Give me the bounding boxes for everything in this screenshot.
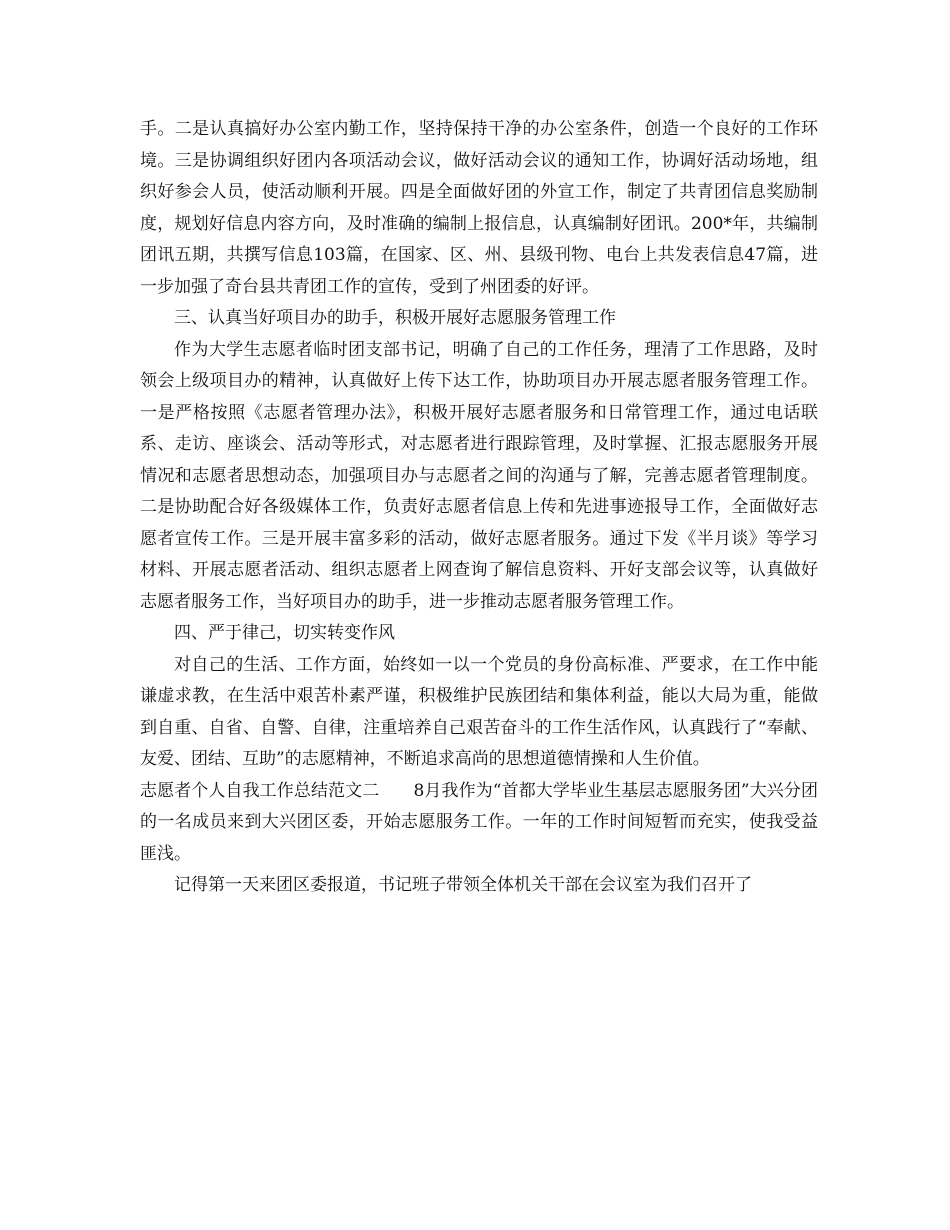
document-body	[140, 114, 818, 902]
paragraph-sample-two-intro: 志愿者个人自我工作总结范文二 8月我作为“首都大学毕业生基层志愿服务团”大兴分团的一名成员来到大兴团区委，开始志愿服务工作。一年的工作时间短暂而充实，使我受益匪浅。	[140, 780, 818, 864]
paragraph-section-four: 对自己的生活、工作方面，始终如一以一个党员的身份高标准、严要求，在工作中能谦虚求教，在生活中艰苦朴素严谨，积极维护民族团结和集体利益，能以大局为重，能做到自重、自省、自警、自律，注重培养自己艰苦奋斗的工作生活作风，认真践行了“奉献、友爱、团结、互助”的志愿精神，不断追求高尚的思想道德情操和人生价值。	[140, 654, 818, 769]
section-heading-four: 四、严于律己，切实转变作风	[174, 623, 395, 643]
section-heading-three: 三、认真当好项目办的助手，积极开展好志愿服务管理工作	[174, 308, 616, 328]
paragraph-section-three: 作为大学生志愿者临时团支部书记，明确了自己的工作任务，理清了工作思路，及时领会上级项目办的精神，认真做好上传下达工作，协助项目办开展志愿者服务管理工作。一是严格按照《志愿者管理办法》，积极开展好志愿者服务和日常管理工作，通过电话联系、走访、座谈会、活动等形式，对志愿者进行跟踪管理，及时掌握、汇报志愿服务开展情况和志愿者思想动态，加强项目办与志愿者之间的沟通与了解，完善志愿者管理制度。二是协助配合好各级媒体工作，负责好志愿者信息上传和先进事迹报导工作，全面做好志愿者宣传工作。三是开展丰富多彩的活动，做好志愿者服务。通过下发《半月谈》等学习材料、开展志愿者活动、组织志愿者上网查询了解信息资料、开好支部会议等，认真做好志愿者服务工作，当好项目办的助手，进一步推动志愿者服务管理工作。	[140, 339, 818, 612]
paragraph-continuation: 手。二是认真搞好办公室内勤工作，坚持保持干净的办公室条件，创造一个良好的工作环境。三是协调组织好团内各项活动会议，做好活动会议的通知工作，协调好活动场地，组织好参会人员，使活动顺利开展。四是全面做好团的外宣工作，制定了共青团信息奖励制度，规划好信息内容方向，及时准确的编制上报信息，认真编制好团讯。200*年，共编制团讯五期，共撰写信息103篇，在国家、区、州、县级刊物、电台上共发表信息47篇，进一步加强了奇台县共青团工作的宣传，受到了州团委的好评。	[140, 119, 818, 297]
paragraph-first-day: 记得第一天来团区委报道，书记班子带领全体机关干部在会议室为我们召开了	[174, 875, 752, 895]
